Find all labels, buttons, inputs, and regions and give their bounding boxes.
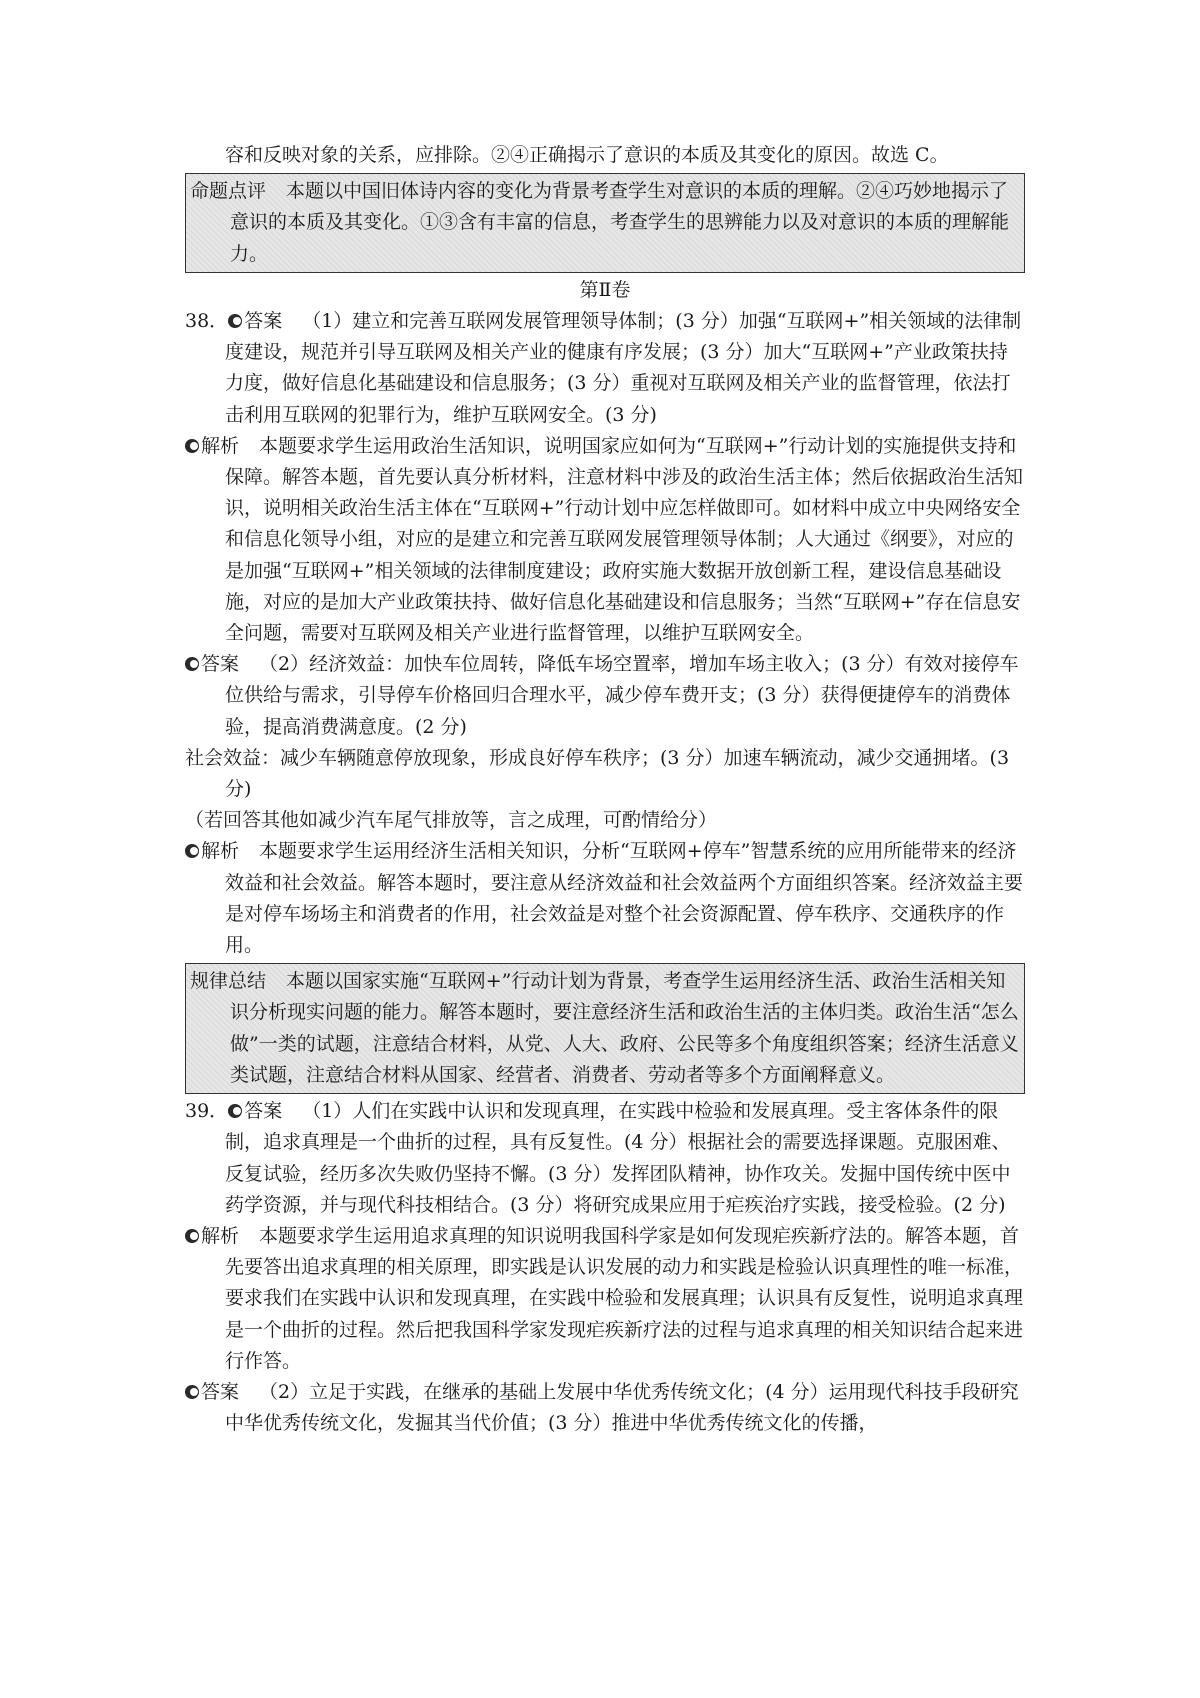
q39-answer2-text: （2）立足于实践，在继承的基础上发展中华优秀传统文化；(4 分）运用现代科技手段研究中华优秀传统文化，发掘其当代价值；(3 分）推进中华优秀传统文化的传播，: [225, 1380, 1019, 1435]
summary-text: 本题以国家实施“互联网+”行动计划为背景，考查学生运用经济生活、政治生活相关知识分析现实问题的能力。解答本题时，要注意经济生活和政治生活的主体归类。政治生活“怎么做”一类的试题，注意结合材料，从党、人大、政府、公民等多个角度组织答案；经济生活意义类试题，注意结合材料从国家、经营者、消费者、劳动者等多个方面阐释意义。: [230, 970, 1019, 1086]
analysis-label: 解析: [201, 840, 240, 863]
q39-answer2: [185, 1377, 1025, 1439]
bullet-icon: [228, 1104, 242, 1118]
q38-answer2: [185, 649, 1025, 743]
q38-social-benefit: 社会效益：减少车辆随意停放现象，形成良好停车秩序；(3 分）加速车辆流动，减少交通拥堵。(3 分): [185, 746, 1010, 801]
analysis-label: 解析: [201, 1224, 240, 1247]
bullet-icon: [185, 657, 199, 671]
q39-answer1-text: （1）人们在实践中认识和发现真理，在实践中检验和发展真理。受主客体条件的限制，追求真理是一个曲折的过程，具有反复性。(4 分）根据社会的需要选择课题。克服困难、反复试验，经历多次失败仍坚持不懈。(3 分）发挥团队精神，协作攻关。发掘中国传统中医中药学资源，并与现代科技相结合。(3 分）将研究成果应用于疟疾治疗实践，接受检验。(2 分): [225, 1100, 1011, 1216]
bullet-icon: [185, 1229, 199, 1243]
bullet-icon: [228, 314, 242, 328]
q38-answer2-text: （2）经济效益：加快车位周转，降低车场空置率，增加车场主收入；(3 分）有效对接停车位供给与需求，引导停车价格回归合理水平，减少停车费开支；(3 分）获得便捷停车的消费体验，提高消费满意度。(2 分): [225, 653, 1019, 738]
q38-answer1-text: （1）建立和完善互联网发展管理领导体制；(3 分）加强“互联网+”相关领域的法律制度建设，规范并引导互联网及相关产业的健康有序发展；(3 分）加大“互联网+”产业政策扶持力度，做好信息化基础建设和信息服务；(3 分）重视对互联网及相关产业的监督管理，依法打击利用互联网的犯罪行为，维护互联网安全。(3 分): [225, 310, 1022, 426]
section-title: 第Ⅱ卷: [579, 278, 631, 301]
summary-box: [185, 963, 1025, 1094]
answer-label: 答案: [201, 1380, 240, 1403]
summary-label: 规律总结: [190, 970, 267, 993]
bullet-icon: [185, 1385, 199, 1399]
q38-analysis1: [185, 431, 1025, 649]
q39-answer1: [185, 1096, 1025, 1221]
answer-label: 答案: [201, 653, 240, 676]
bullet-icon: [185, 439, 199, 453]
q38-analysis1-text: 本题要求学生运用政治生活知识，说明国家应如何为“互联网+”行动计划的实施提供支持和保障。解答本题，首先要认真分析材料，注意材料中涉及的政治生活主体；然后依据政治生活知识，说明相关政治生活主体在“互联网+”行动计划中应怎样做即可。如材料中成立中央网络安全和信息化领导小组，对应的是建立和完善互联网发展管理领导体制；人大通过《纲要》，对应的是加强“互联网+”相关领域的法律制度建设；政府实施大数据开放创新工程，建设信息基础设施，对应的是加大产业政策扶持、做好信息化基础建设和信息服务；当然“互联网+”存在信息安全问题，需要对互联网及相关产业进行监督管理，以维护互联网安全。: [225, 434, 1024, 645]
q39-number: 39．: [185, 1100, 229, 1123]
document-page: [185, 140, 1025, 1439]
q38-analysis2: [185, 836, 1025, 961]
q39-analysis1: [185, 1221, 1025, 1377]
answer-label: 答案: [244, 1100, 283, 1123]
answer-label: 答案: [244, 310, 283, 333]
q38-analysis2-text: 本题要求学生运用经济生活相关知识，分析“互联网+停车”智慧系统的应用所能带来的经济效益和社会效益。解答本题时，要注意从经济效益和社会效益两个方面组织答案。经济效益主要是对停车场场主和消费者的作用，社会效益是对整个社会资源配置、停车秩序、交通秩序的作用。: [225, 840, 1024, 957]
q38-number: 38．: [185, 310, 229, 333]
top-line: 容和反映对象的关系，应排除。②④正确揭示了意识的本质及其变化的原因。故选 C。: [225, 144, 949, 166]
q38-answer1: [185, 306, 1025, 431]
analysis-label: 解析: [201, 434, 240, 457]
comment-text: 本题以中国旧体诗内容的变化为背景考查学生对意识的本质的理解。②④巧妙地揭示了意识的本质及其变化。①③含有丰富的信息，考查学生的思辨能力以及对意识的本质的理解能力。: [230, 180, 1010, 265]
bullet-icon: [185, 844, 199, 858]
q39-analysis1-text: 本题要求学生运用追求真理的知识说明我国科学家是如何发现疟疾新疗法的。解答本题，首先要答出追求真理的相关原理，即实践是认识发展的动力和实践是检验认识真理性的唯一标准，要求我们在实践中认识和发现真理，在实践中检验和发展真理；认识具有反复性，说明追求真理是一个曲折的过程。然后把我国科学家发现疟疾新疗法的过程与追求真理的相关知识结合起来进行作答。: [225, 1224, 1024, 1372]
comment-box: [185, 173, 1025, 273]
comment-label: 命题点评: [190, 180, 267, 203]
q38-note: （若回答其他如减少汽车尾气排放等，言之成理，可酌情给分）: [185, 809, 718, 832]
